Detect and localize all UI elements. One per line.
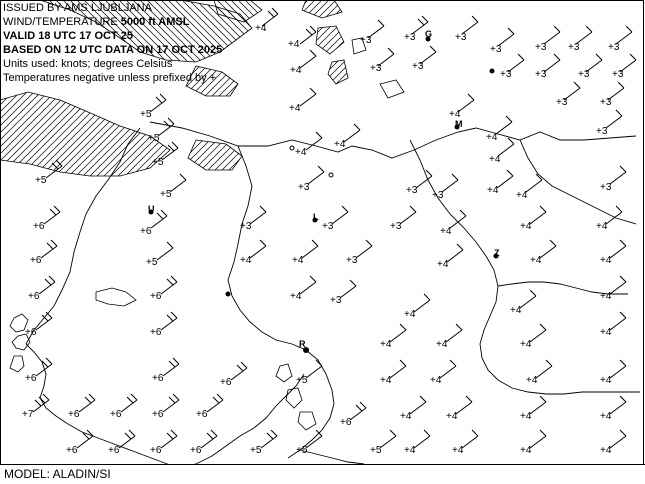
station-temperature: +4 (596, 221, 608, 232)
station-temperature: +4 (446, 411, 458, 422)
model-label: MODEL: ALADIN/SI (4, 467, 111, 481)
header-issued-by: ISSUED BY AMS LJUBLJANA (3, 2, 152, 14)
station-temperature: +4 (600, 445, 612, 456)
station-temperature: +3 (412, 61, 424, 72)
header-product-level: 5000 ft AMSL (120, 16, 190, 28)
station-temperature: +4 (486, 132, 498, 143)
station-label: U (148, 204, 155, 214)
station-temperature: +4 (290, 65, 302, 76)
station-temperature: +4 (489, 154, 501, 165)
station-temperature: +6 (68, 409, 80, 420)
station-temperature: +4 (530, 255, 542, 266)
station-temperature: +4 (380, 375, 392, 386)
header-product (3, 15, 222, 29)
station-temperature: +3 (600, 182, 612, 193)
station-temperature: +3 (535, 69, 547, 80)
station-temperature: +4 (520, 221, 532, 232)
station-temperature: +5 (140, 109, 152, 120)
footer-model (0, 464, 645, 484)
station-label: R (299, 339, 306, 349)
station-temperature: +6 (140, 226, 152, 237)
station-temperature: +3 (390, 221, 402, 232)
station-temperature: +3 (370, 63, 382, 74)
station-temperature: +6 (28, 291, 40, 302)
station-temperature: +3 (600, 97, 612, 108)
station-temperature: +4 (436, 339, 448, 350)
station-temperature: +5 (296, 375, 308, 386)
station-temperature: +3 (490, 44, 502, 55)
station-temperature: +6 (110, 409, 122, 420)
station-temperature: +3 (500, 69, 512, 80)
station-temperature: +4 (520, 411, 532, 422)
station-temperature: +4 (288, 39, 300, 50)
station-temperature: +3 (360, 35, 372, 46)
header-basis: BASED ON 12 UTC DATA ON 17 OCT 2025 (3, 44, 223, 56)
header-temp-note: Temperatures negative unless prefixed by + (3, 72, 217, 84)
station-temperature: +5 (146, 257, 158, 268)
station-temperature: +3 (568, 42, 580, 53)
station-temperature: +4 (334, 139, 346, 150)
station-temperature: +4 (440, 226, 452, 237)
station-temperature: +3 (346, 255, 358, 266)
station-temperature: +4 (400, 411, 412, 422)
station-temperature: +6 (340, 417, 352, 428)
station-temperature: +3 (455, 32, 467, 43)
station-temperature: +6 (152, 373, 164, 384)
station-temperature: +3 (432, 190, 444, 201)
station-label: Z (494, 248, 500, 258)
station-temperature: +3 (406, 185, 418, 196)
station-temperature: +5 (160, 189, 172, 200)
station-temperature: +3 (535, 42, 547, 53)
station-temperature: +3 (240, 221, 252, 232)
station-temperature: +4 (404, 445, 416, 456)
station-temperature: +4 (487, 185, 499, 196)
station-temperature: +4 (600, 375, 612, 386)
station-temperature: +4 (289, 103, 301, 114)
station-temperature: +5 (296, 445, 308, 456)
station-temperature: +4 (437, 259, 449, 270)
station-temperature: +4 (452, 445, 464, 456)
station-temperature: +4 (520, 445, 532, 456)
station-temperature: +3 (330, 295, 342, 306)
station-temperature: +5 (148, 133, 160, 144)
station-temperature: +4 (526, 375, 538, 386)
station-temperature: +3 (596, 126, 608, 137)
station-temperature: +4 (292, 255, 304, 266)
station-temperature: +4 (520, 339, 532, 350)
station-temperature: +4 (240, 255, 252, 266)
station-temperature: +4 (600, 291, 612, 302)
station-temperature: +4 (404, 309, 416, 320)
station-temperature: +4 (600, 411, 612, 422)
station-temperature: +6 (196, 409, 208, 420)
header-valid: VALID 18 UTC 17 OCT 25 (3, 30, 133, 42)
station-temperature: +6 (33, 221, 45, 232)
station-temperature: +4 (430, 375, 442, 386)
station-temperature: +6 (152, 409, 164, 420)
station-label: G (425, 29, 433, 39)
station-temperature: +5 (35, 175, 47, 186)
station-temperature: +3 (578, 69, 590, 80)
station-temperature: +4 (600, 255, 612, 266)
station-temperature: +3 (608, 42, 620, 53)
station-temperature: +3 (322, 221, 334, 232)
station-label: L (313, 212, 319, 222)
station-temperature: +3 (404, 32, 416, 43)
station-temperature: +5 (250, 445, 262, 456)
station-temperature: +6 (25, 327, 37, 338)
station-temperature: +4 (600, 327, 612, 338)
station-temperature: +6 (25, 373, 37, 384)
station-temperature: +6 (190, 445, 202, 456)
station-temperature: +3 (612, 69, 624, 80)
station-temperature: +7 (22, 409, 34, 420)
station-temperature: +6 (30, 255, 42, 266)
station-temperature: +4 (510, 305, 522, 316)
station-temperature: +4 (290, 291, 302, 302)
station-temperature: +3 (298, 182, 310, 193)
station-temperature: +4 (255, 23, 267, 34)
station-temperature: +6 (150, 445, 162, 456)
station-temperature: +3 (556, 97, 568, 108)
station-temperature: +4 (295, 147, 307, 158)
station-temperature: +5 (370, 445, 382, 456)
chart-header (3, 1, 222, 85)
header-units: Units used: knots; degrees Celsius (3, 58, 173, 70)
station-temperature: +6 (66, 445, 78, 456)
station-temperature: +6 (150, 291, 162, 302)
station-temperature: +6 (150, 327, 162, 338)
station-temperature: +6 (220, 377, 232, 388)
header-product-prefix: WIND/TEMPERATURE (3, 16, 121, 28)
station-temperature: +4 (516, 190, 528, 201)
islands (10, 288, 316, 430)
station-temperature: +5 (152, 157, 164, 168)
station-label: M (455, 119, 463, 129)
station-temperature: +6 (108, 445, 120, 456)
station-temperature: +4 (380, 339, 392, 350)
station-temperature: +4 (449, 109, 461, 120)
